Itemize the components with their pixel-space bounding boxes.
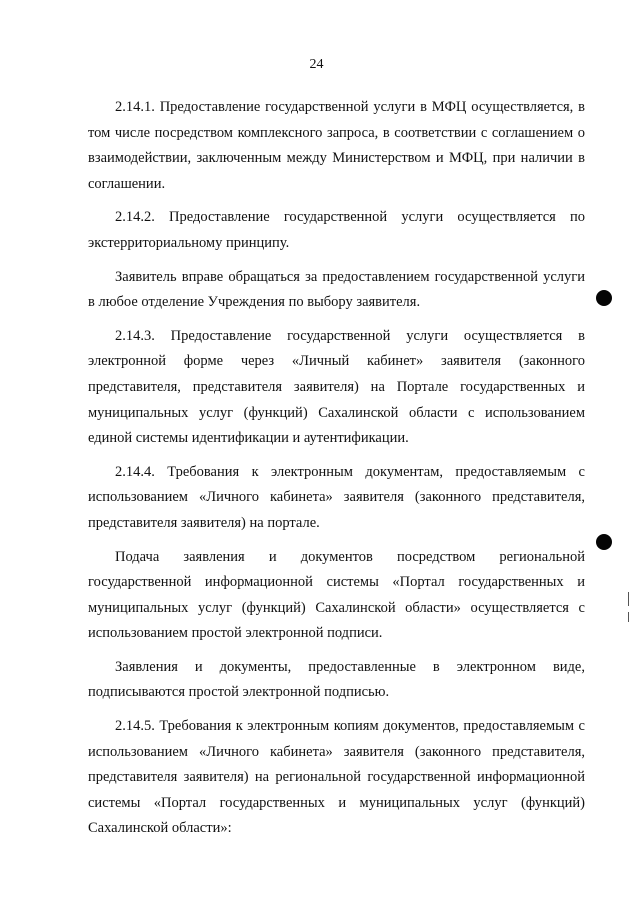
scan-edge-mark <box>628 612 629 622</box>
punch-hole-icon <box>596 290 612 306</box>
paragraph-submission: Подача заявления и документов посредством региональной государственной информационной системы «Портал государственных и муниципальных услуг (функций) Сахалинской области» осуществляется с использованием простой электронной подписи. <box>88 548 585 642</box>
paragraph-2-14-4: 2.14.4. Требования к электронным документам, предоставляемым с использованием «Личного кабинета» заявителя (законного представителя, представителя заявителя) на портале. <box>88 463 585 531</box>
paragraph-2-14-3: 2.14.3. Предоставление государственной услуги осуществляется в электронной форме через «Личный кабинет» заявителя (законного представителя, представителя заявителя) на Портале государственных и муниципальных услуг (функций) Сахалинской области с использованием единой системы идентификации и аутентификации. <box>88 327 585 447</box>
paragraph-applicant-right: Заявитель вправе обращаться за предоставлением государственной услуги в любое отделение Учреждения по выбору заявителя. <box>88 268 585 311</box>
document-body <box>88 95 585 850</box>
punch-hole-icon <box>596 534 612 550</box>
page-number: 24 <box>309 57 324 72</box>
paragraph-2-14-2: 2.14.2. Предоставление государственной услуги осуществляется по экстерриториальному принципу. <box>88 209 585 251</box>
scan-edge-mark <box>628 592 629 606</box>
paragraph-2-14-5: 2.14.5. Требования к электронным копиям документов, предоставляемым с использованием «Личного кабинета» заявителя (законного представителя, представителя заявителя) на региональной государственной информационной системы «Портал государственных и муниципальных услуг (функций) Сахалинской области»: <box>88 718 585 837</box>
paragraph-electronic-docs: Заявления и документы, предоставленные в электронном виде, подписываются простой электронной подписью. <box>88 658 585 701</box>
paragraph-2-14-1: 2.14.1. Предоставление государственной услуги в МФЦ осуществляется, в том числе посредством комплексного запроса, в соответствии с соглашением о взаимодействии, заключенным между Министерством и МФЦ, при наличии в соглашении. <box>88 99 585 192</box>
